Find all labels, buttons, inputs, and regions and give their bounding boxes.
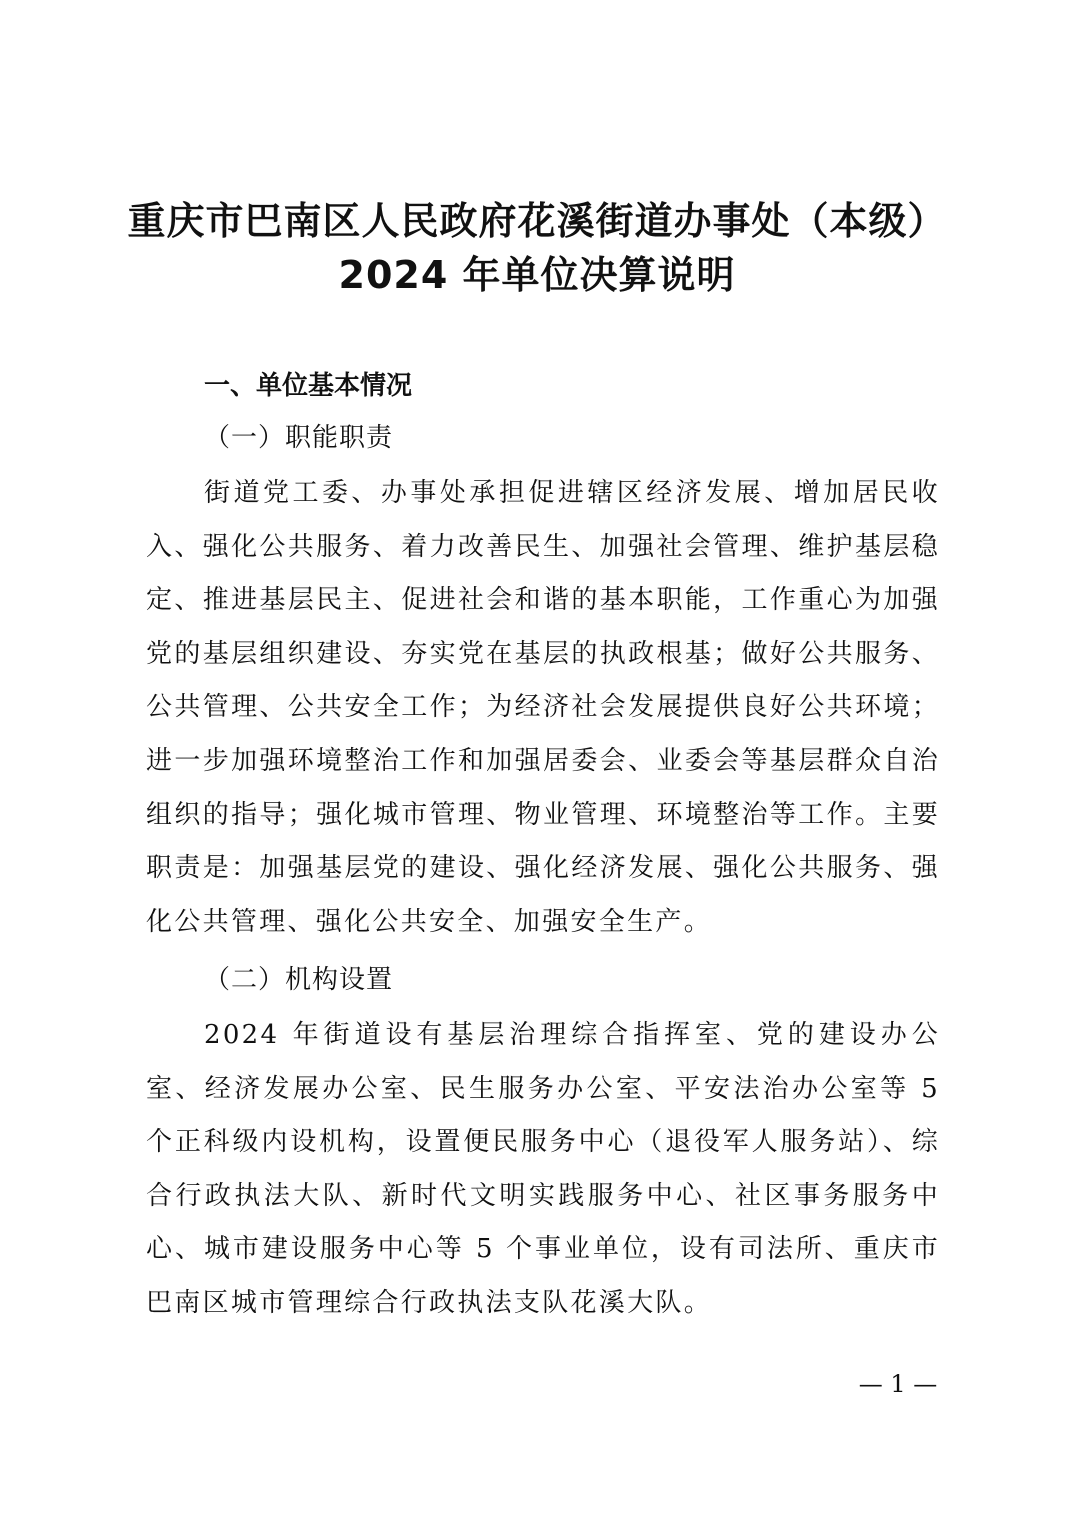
document-title-line-2: 2024 年单位决算说明 [338, 253, 736, 297]
subsection-heading-duties: （一）职能职责 [204, 423, 394, 453]
section-heading-basic-info: 一、单位基本情况 [204, 371, 413, 401]
subsection-heading-organization: （二）机构设置 [204, 965, 394, 995]
paragraph-organization: 2024 年街道设有基层治理综合指挥室、党的建设办公室、经济发展办公室、民生服务办公室、平安法治办公室等 5 个正科级内设机构，设置便民服务中心（退役军人服务站）、综合行政执法大队、新时代文明实践服务中心、社区事务服务中心、城市建设服务中心等 5 个事业单位，设有司法所、重庆市巴南区城市管理综合行政执法支队花溪大队。 [146, 1020, 940, 1318]
page-number: — 1 — [858, 1370, 938, 1398]
paragraph-duties: 街道党工委、办事处承担促进辖区经济发展、增加居民收入、强化公共服务、着力改善民生、加强社会管理、维护基层稳定、推进基层民主、促进社会和谐的基本职能，工作重心为加强党的基层组织建设、夯实党在基层的执政根基；做好公共服务、公共管理、公共安全工作；为经济社会发展提供良好公共环境；进一步加强环境整治工作和加强居委会、业委会等基层群众自治组织的指导；强化城市管理、物业管理、环境整治等工作。主要职责是：加强基层党的建设、强化经济发展、强化公共服务、强化公共管理、强化公共安全、加强安全生产。 [146, 478, 940, 937]
document-title-line-1: 重庆市巴南区人民政府花溪街道办事处（本级） [127, 199, 947, 243]
